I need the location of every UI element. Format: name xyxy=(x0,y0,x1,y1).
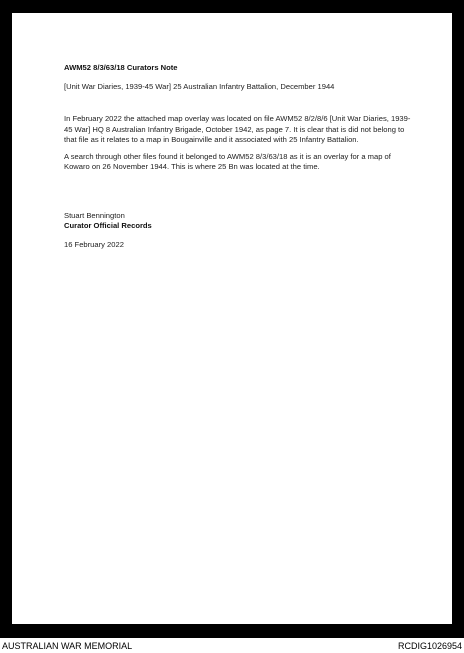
signatory-name: Stuart Bennington xyxy=(64,210,125,220)
note-subheading: [Unit War Diaries, 1939-45 War] 25 Australian Infantry Battalion, December 1944 xyxy=(64,81,335,91)
note-paragraph-1: In February 2022 the attached map overlay was located on file AWM52 8/2/8/6 [Unit War Diaries, 1939-45 War] HQ 8 Australian Infantry Brigade, October 1942, as page 7. It is clear that is did not belong to that file as it relates to a map in Bougainville and it associated with 25 Infantry Battalion. xyxy=(64,114,411,144)
institution-name: AUSTRALIAN WAR MEMORIAL xyxy=(2,641,133,651)
signatory-title: Curator Official Records xyxy=(64,221,152,230)
item-identifier: RCDIG1026954 xyxy=(397,641,462,651)
note-paragraph-2: A search through other files found it belonged to AWM52 8/3/63/18 as it is an overlay for a map of Kowaro on 26 November 1944. This is where 25 Bn was located at the time. xyxy=(64,151,391,171)
note-heading: AWM52 8/3/63/18 Curators Note xyxy=(64,63,178,72)
document-page xyxy=(12,13,452,624)
curators-note xyxy=(64,63,416,250)
note-date: 16 February 2022 xyxy=(64,239,124,249)
archive-footer xyxy=(0,640,464,653)
